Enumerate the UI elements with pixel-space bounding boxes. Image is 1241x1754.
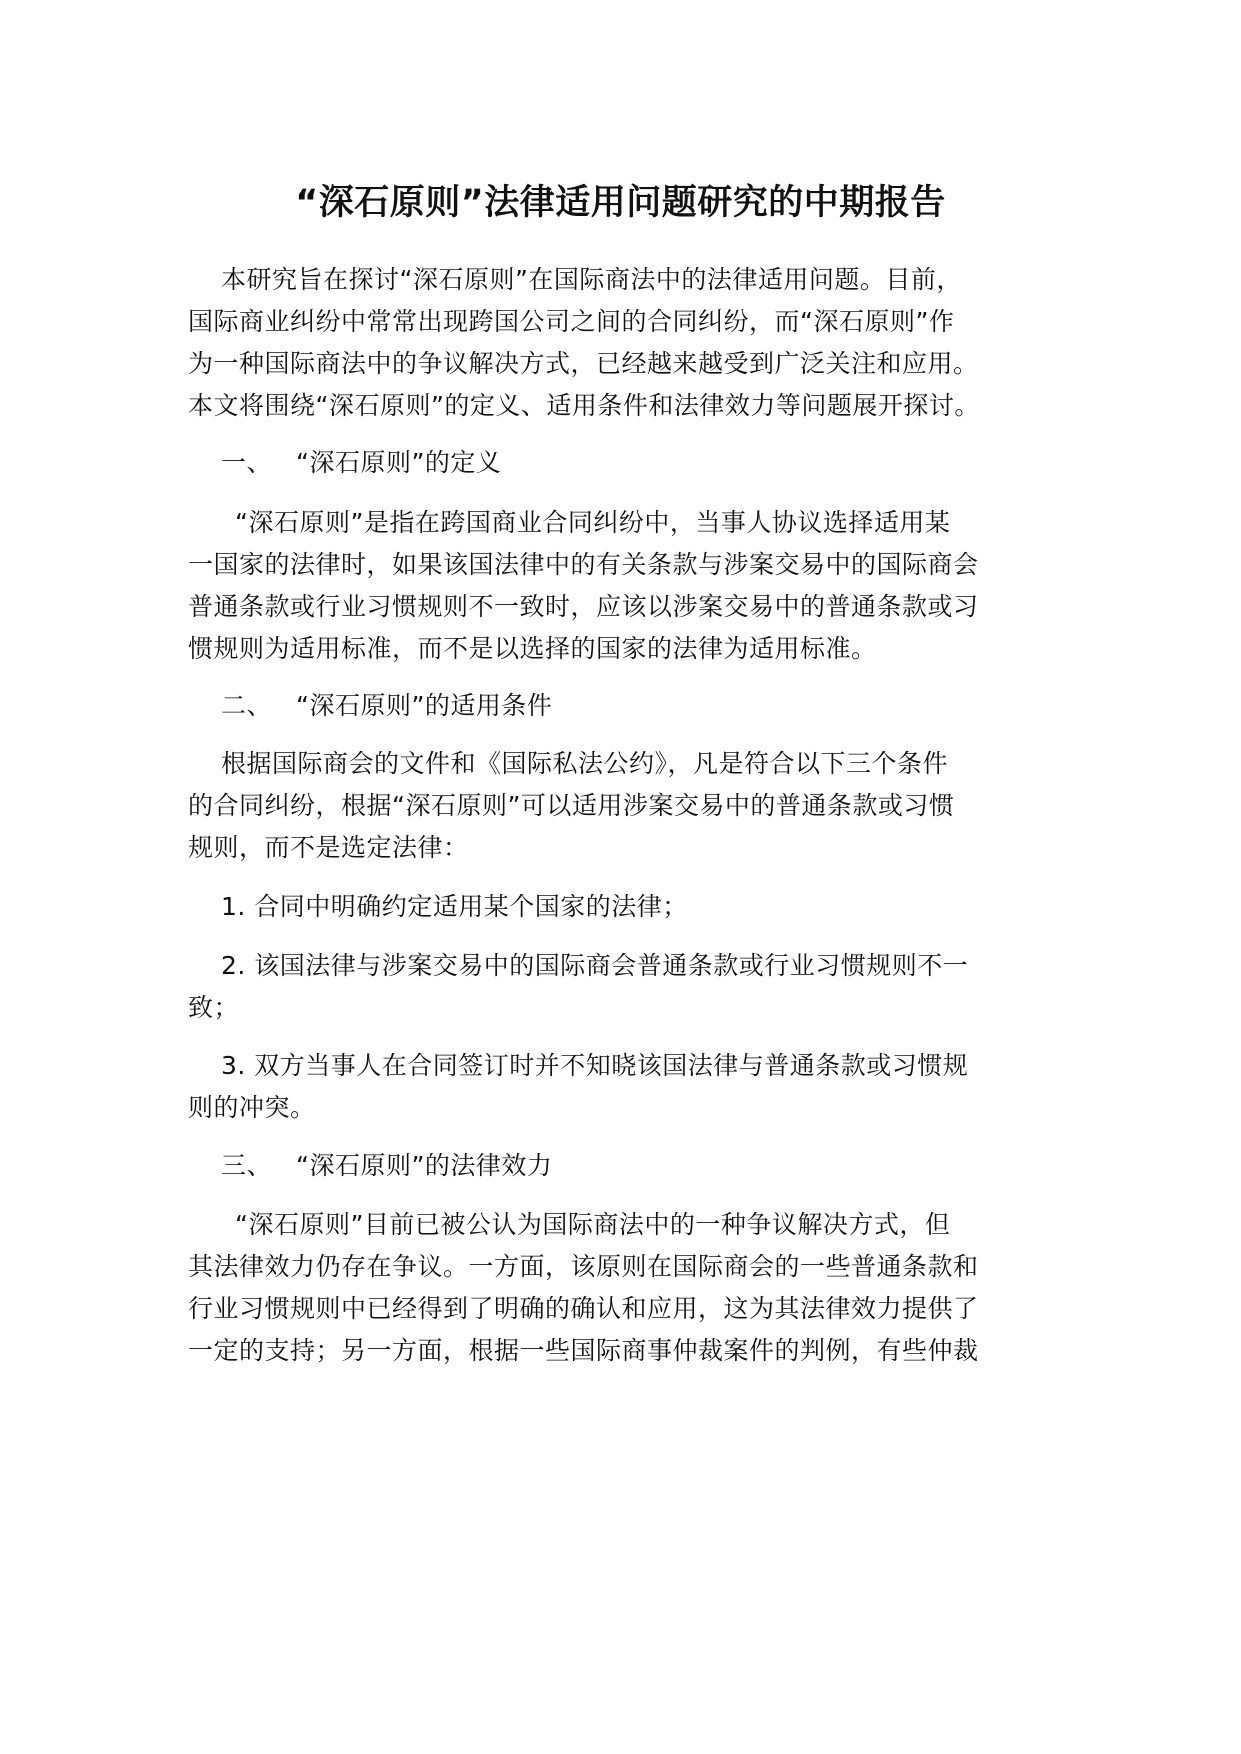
section-title: “深石原则”的定义 xyxy=(296,448,502,477)
section-title: “深石原则”的法律效力 xyxy=(296,1151,553,1180)
list-item-continuation: 致； xyxy=(188,993,240,1022)
document-title: “深石原则”法律适用问题研究的中期报告 xyxy=(295,183,946,223)
list-item-continuation: 则的冲突。 xyxy=(188,1093,316,1122)
paragraph-line: 行业习惯规则中已经得到了明确的确认和应用，这为其法律效力提供了 xyxy=(188,1294,979,1323)
section-heading xyxy=(221,1148,552,1184)
section-heading xyxy=(221,445,501,481)
paragraph-line: “深石原则”目前已被公认为国际商法中的一种争议解决方式，但 xyxy=(235,1210,951,1239)
section-number: 二、 xyxy=(221,691,273,720)
paragraph-line: 根据国际商会的文件和《国际私法公约》，凡是符合以下三个条件 xyxy=(221,749,949,778)
paragraph-line: 的合同纠纷，根据“深石原则”可以适用涉案交易中的普通条款或习惯 xyxy=(188,791,955,820)
list-item: 3. 双方当事人在合同签订时并不知晓该国法律与普通条款或习惯规 xyxy=(221,1051,969,1080)
list-item: 2. 该国法律与涉案交易中的国际商会普通条款或行业习惯规则不一 xyxy=(221,951,969,980)
paragraph-line: “深石原则”是指在跨国商业合同纠纷中，当事人协议选择适用某 xyxy=(235,508,951,537)
section-number: 一、 xyxy=(221,448,273,477)
paragraph-line: 本研究旨在探讨“深石原则”在国际商法中的法律适用问题。目前， xyxy=(221,265,962,294)
paragraph-line: 一国家的法律时，如果该国法律中的有关条款与涉案交易中的国际商会 xyxy=(188,550,979,579)
section-title: “深石原则”的适用条件 xyxy=(296,691,553,720)
paragraph-line: 本文将围绕“深石原则”的定义、适用条件和法律效力等问题展开探讨。 xyxy=(188,391,980,420)
section-heading xyxy=(221,688,552,724)
paragraph-line: 一定的支持；另一方面，根据一些国际商事仲裁案件的判例，有些仲裁 xyxy=(188,1336,979,1365)
paragraph-line: 普通条款或行业习惯规则不一致时，应该以涉案交易中的普通条款或习 xyxy=(188,592,979,621)
paragraph-line: 其法律效力仍存在争议。一方面，该原则在国际商会的一些普通条款和 xyxy=(188,1252,979,1281)
paragraph-line: 为一种国际商法中的争议解决方式，已经越来越受到广泛关注和应用。 xyxy=(188,349,979,378)
paragraph-line: 国际商业纠纷中常常出现跨国公司之间的合同纠纷，而“深石原则”作 xyxy=(188,307,955,336)
section-number: 三、 xyxy=(221,1151,273,1180)
paragraph-line: 规则，而不是选定法律： xyxy=(188,833,469,862)
paragraph-line: 惯规则为适用标准，而不是以选择的国家的法律为适用标准。 xyxy=(188,634,877,663)
list-item: 1. 合同中明确约定适用某个国家的法律； xyxy=(221,892,688,921)
